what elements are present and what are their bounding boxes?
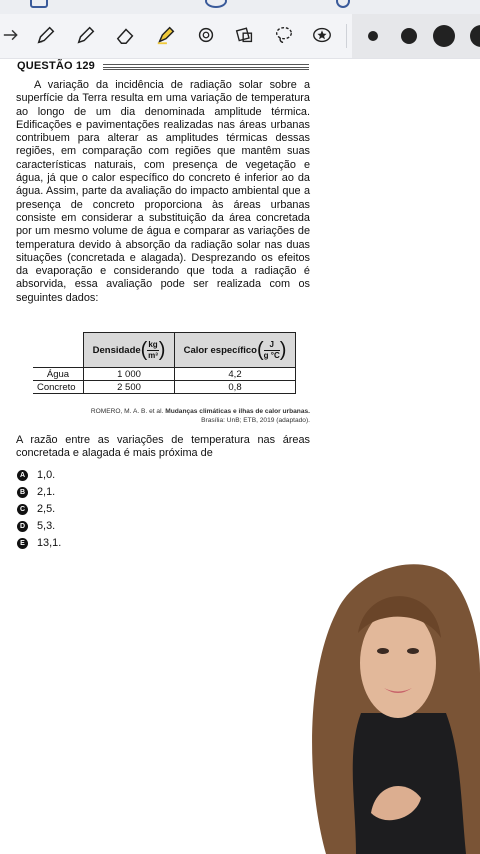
row-name: Concreto bbox=[33, 381, 84, 394]
option-a[interactable] bbox=[17, 469, 55, 481]
option-d[interactable] bbox=[17, 520, 55, 532]
image-icon[interactable] bbox=[232, 22, 258, 48]
table-corner bbox=[33, 333, 84, 368]
row-density: 2 500 bbox=[84, 381, 175, 394]
lasso-icon[interactable] bbox=[271, 22, 297, 48]
header-rule bbox=[103, 64, 309, 68]
shape-icon[interactable] bbox=[193, 22, 219, 48]
source-authors: ROMERO, M. A. B. et al. bbox=[90, 408, 166, 415]
color-swatch-small[interactable] bbox=[368, 31, 378, 41]
top-status-strip bbox=[0, 0, 480, 14]
source-publisher: Brasília: UnB; ETB, 2019 (adaptado). bbox=[201, 417, 310, 424]
option-letter: E bbox=[17, 538, 28, 549]
record-icon[interactable] bbox=[336, 0, 350, 8]
color-swatch-medium[interactable] bbox=[401, 28, 417, 44]
source-title: Mudanças climáticas e ilhas de calor urbanas. bbox=[165, 408, 310, 415]
color-swatch-extra[interactable] bbox=[470, 25, 480, 47]
star-icon[interactable] bbox=[309, 22, 335, 48]
back-arrow-icon[interactable] bbox=[0, 22, 26, 48]
pen-icon[interactable] bbox=[33, 22, 59, 48]
header-rule-lower bbox=[103, 69, 309, 70]
option-e[interactable] bbox=[17, 537, 61, 549]
option-letter: A bbox=[17, 470, 28, 481]
table-row bbox=[33, 381, 296, 394]
density-header: Densidade( $\frac{kg}{\text{m³}}$ ) bbox=[84, 333, 175, 368]
question-paragraph bbox=[16, 79, 310, 305]
heat-unit: $\frac{J}{g ^\circ C}$ bbox=[263, 339, 280, 360]
density-label: Densidade bbox=[92, 344, 141, 356]
option-letter: C bbox=[17, 504, 28, 515]
paragraph-text: A variação da incidência de radiação solar sobre a superfície da Terra resulta em uma variação de temperatura ao longo de um dia denominada amplitude térmica. Edificações e pavimentações realizadas nas áreas urbanas contribuem para alterar as amplitudes térmicas dessas regiões, em comparação com regiões que mantêm suas características naturais, com presença de vegetação e água, já que o calor específico do concreto é inferior ao da água. Assim, parte da avaliação do impacto ambiental que a presença de concreto proporciona às áreas urbanas consiste em considerar a substituição da área concretada por um mesmo volume de água e comparar as variações de temperatura devido à absorção da radiação solar nas duas situações (concretada e alagada). Desprezando os efeitos da evaporação e considerando que toda a radiação é absorvida, essa avaliação pode ser realizada com os seguintes dados: bbox=[16, 79, 310, 304]
source-citation bbox=[30, 407, 310, 425]
option-letter: D bbox=[17, 521, 28, 532]
highlighter-icon[interactable] bbox=[153, 22, 179, 48]
color-palette bbox=[352, 14, 480, 58]
heat-header: Calor específico( $\frac{J}{g ^\circ C}$ ) bbox=[175, 333, 296, 368]
presenter-video bbox=[286, 553, 480, 854]
option-text: 13,1. bbox=[37, 537, 62, 549]
option-b[interactable] bbox=[17, 486, 55, 498]
option-text: 2,1. bbox=[37, 486, 56, 498]
window-icon[interactable] bbox=[30, 0, 48, 8]
eraser-icon[interactable] bbox=[113, 22, 139, 48]
question-prompt: A razão entre as variações de temperatura nas áreas concretada e alagada é mais próxima de bbox=[16, 434, 310, 460]
color-swatch-large[interactable] bbox=[433, 25, 455, 47]
option-letter: B bbox=[17, 487, 28, 498]
toolbar-divider bbox=[346, 24, 347, 48]
option-text: 2,5. bbox=[37, 503, 56, 515]
row-density: 1 000 bbox=[84, 368, 175, 381]
row-heat: 0,8 bbox=[175, 381, 296, 394]
row-name: Água bbox=[33, 368, 84, 381]
draw-mode-icon[interactable] bbox=[205, 0, 227, 8]
pencil-icon[interactable] bbox=[73, 22, 99, 48]
option-text: 5,3. bbox=[37, 520, 56, 532]
row-heat: 4,2 bbox=[175, 368, 296, 381]
density-unit: $\frac{kg}{\text{m³}}$ bbox=[148, 339, 158, 360]
data-table bbox=[33, 332, 296, 394]
option-text: 1,0. bbox=[37, 469, 56, 481]
option-c[interactable] bbox=[17, 503, 55, 515]
table-row bbox=[33, 368, 296, 381]
heat-label: Calor específico bbox=[183, 344, 257, 356]
question-header: QUESTÃO 129 bbox=[17, 60, 96, 72]
